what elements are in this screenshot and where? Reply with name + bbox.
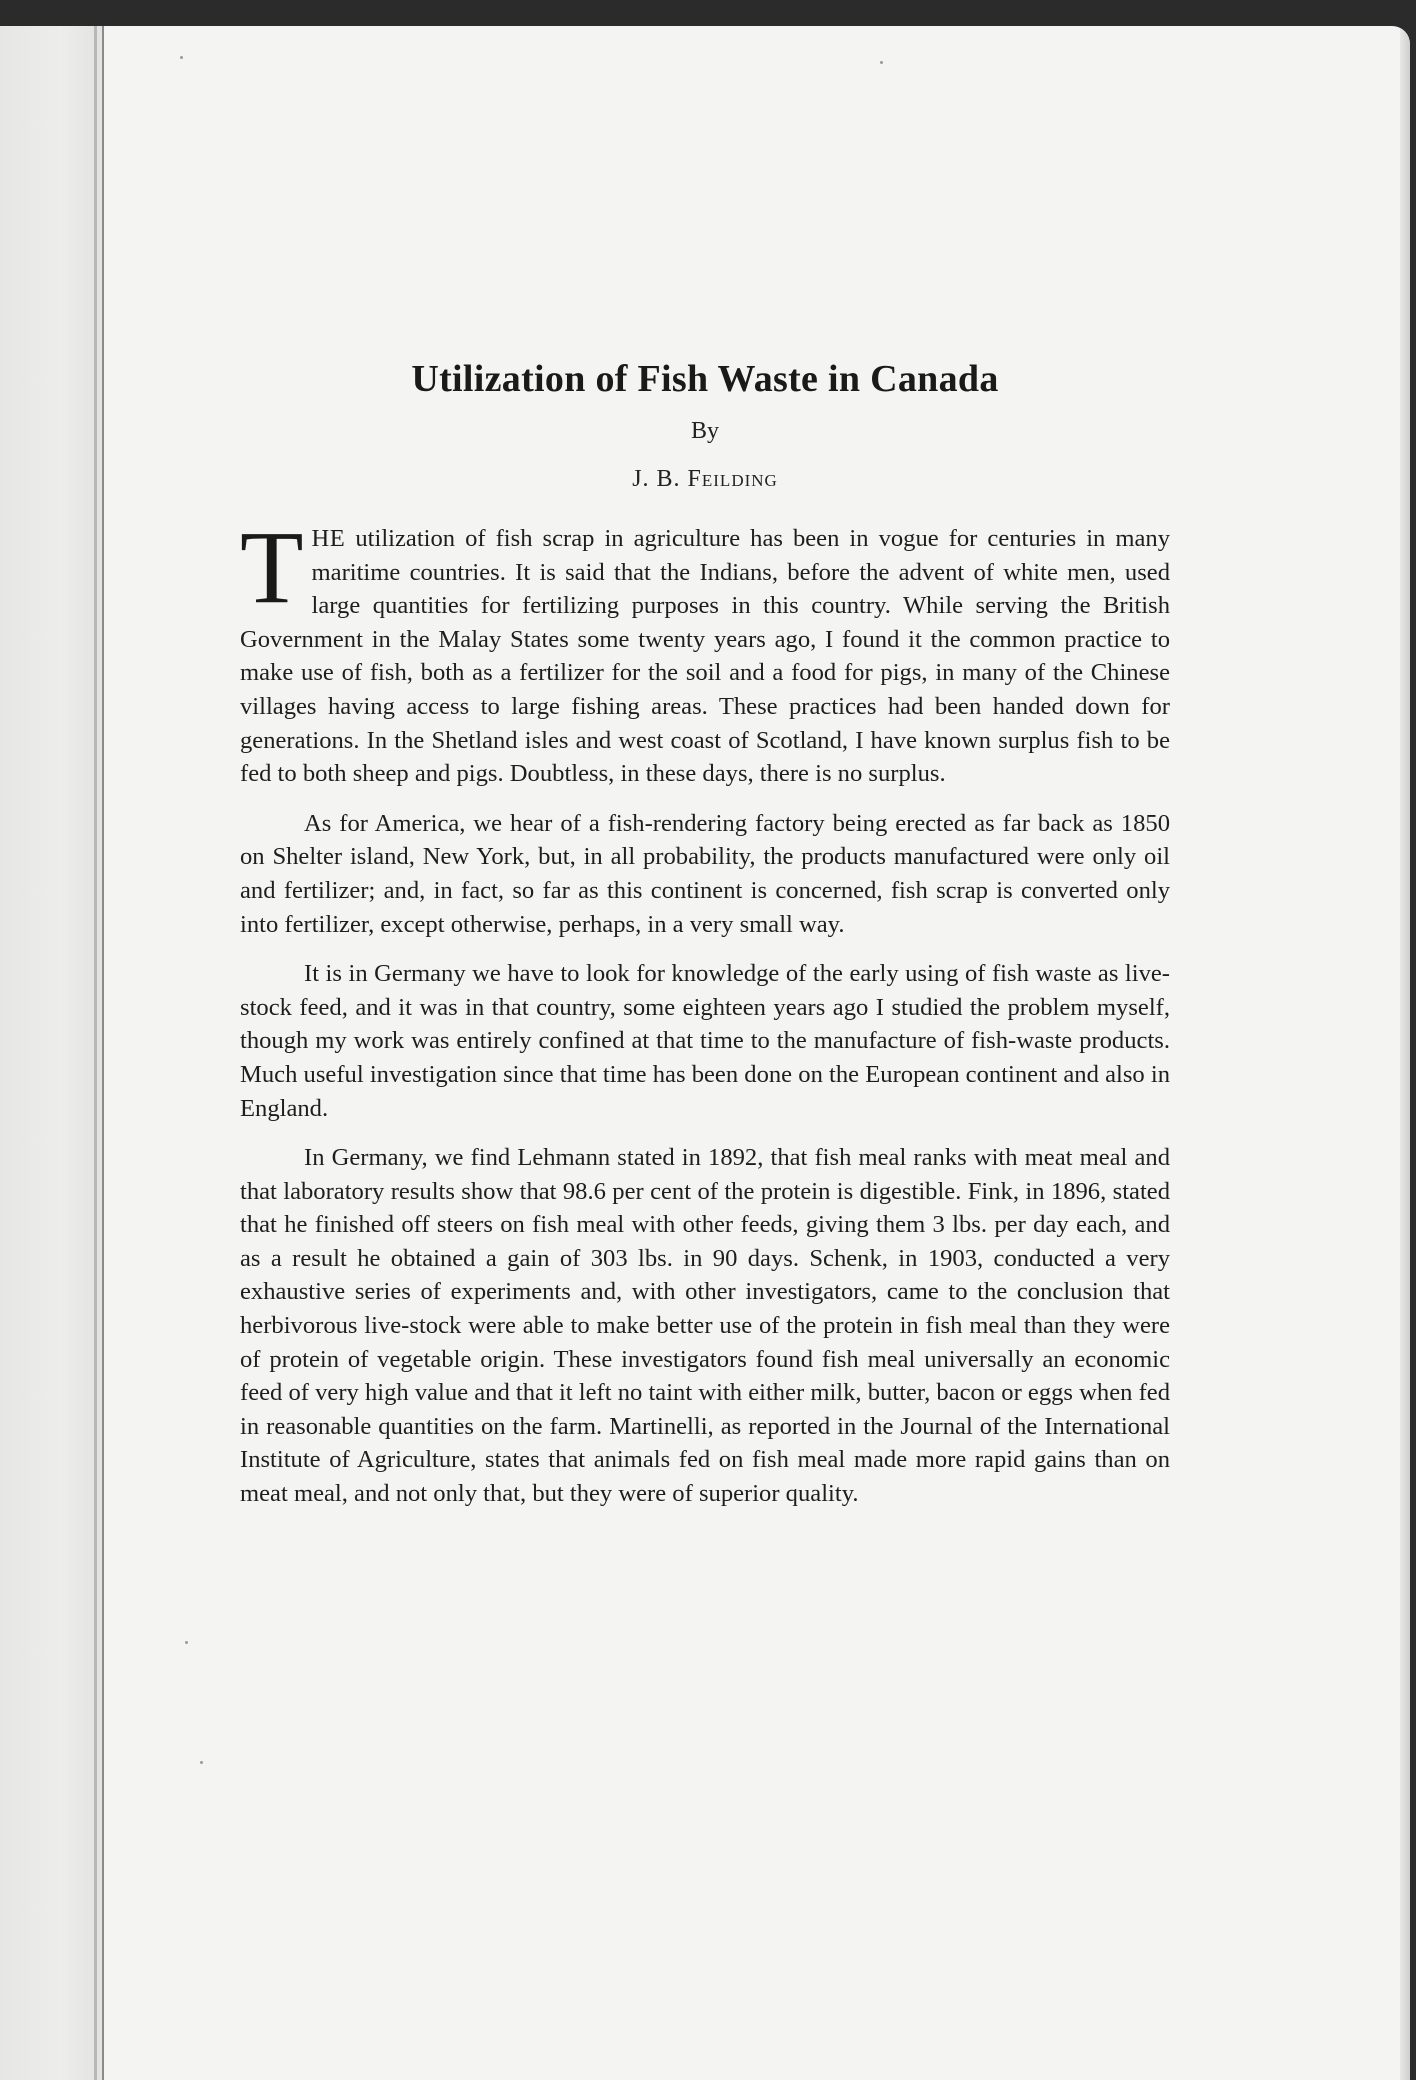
binding-line: [94, 26, 97, 2080]
drop-cap: T: [240, 510, 304, 625]
scanned-page: [0, 26, 1410, 2080]
article-title: Utilization of Fish Waste in Canada: [411, 358, 999, 400]
paragraph-1-text: utilization of fish scrap in agriculture has been in vogue for centuries in many maritime countries. It is said that the Indians, before the advent of white men, used large quantities for fertilizing purposes in this country. While serving the British Government in the Malay States some twenty years ago, I found it the common practice to make use of fish, both as a fertilizer for the soil and a food for pigs, in many of the Chinese villages having access to large fishing areas. These practices had been handed down for generations. In the Shetland isles and west coast of Scotland, I have known surplus fish to be fed to both sheep and pigs. Doubtless, in these days, there is no surplus.: [240, 525, 1170, 788]
article: [240, 356, 1170, 1527]
scan-speck: [880, 61, 883, 64]
byline: By: [690, 418, 719, 444]
right-page-edge: [1400, 26, 1410, 2080]
article-body: [240, 510, 1170, 1511]
left-page-fold: [0, 26, 104, 2080]
paragraph-2: As for America, we hear of a fish-rendering factory being erected as far back as 1850 on Shelter island, New York, but, in all probability, the products manufactured were only oil and fertilizer; and, in fact, so far as this continent is concerned, fish scrap is converted only into fertilizer, except otherwise, perhaps, in a very small way.: [240, 809, 1170, 938]
lead-caps: HE: [311, 525, 346, 552]
paragraph-1: [240, 510, 1170, 791]
scan-speck: [200, 1761, 203, 1764]
scan-speck: [180, 56, 183, 59]
scan-speck: [185, 1641, 188, 1644]
paragraph-4: In Germany, we find Lehmann stated in 1892, that fish meal ranks with meat meal and that laboratory results show that 98.6 per cent of the protein is digestible. Fink, in 1896, stated that he finished off steers on fish meal with other feeds, giving them 3 lbs. per day each, and as a result he obtained a gain of 303 lbs. in 90 days. Schenk, in 1903, conducted a very exhaustive series of experiments and, with other investigators, came to the conclusion that herbivorous live-stock were able to make better use of the protein in fish meal than they were of protein of vegetable origin. These investigators found fish meal universally an economic feed of very high value and that it left no taint with either milk, butter, bacon or eggs when fed in reasonable quantities on the farm. Martinelli, as reported in the Journal of the International Institute of Agriculture, states that animals fed on fish meal made more rapid gains than on meat meal, and not only that, but they were of superior quality.: [240, 1144, 1170, 1508]
author-name: J. B. Feilding: [632, 466, 778, 492]
paragraph-3: It is in Germany we have to look for knowledge of the early using of fish waste as live-stock feed, and it was in that country, some eighteen years ago I studied the problem myself, though my work was entirely confined at that time to the manufacture of fish-waste products. Much useful investigation since that time has been done on the European continent and also in England.: [240, 960, 1170, 1122]
